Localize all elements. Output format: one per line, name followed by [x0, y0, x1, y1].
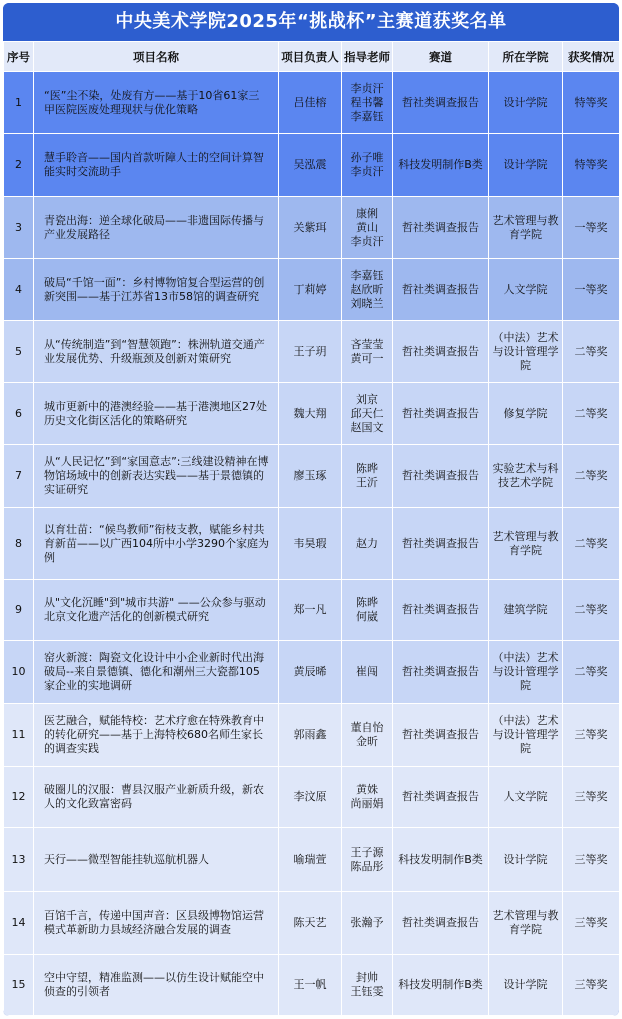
- cell-project-lead: 王一帆: [279, 955, 342, 1016]
- cell-award: 三等奖: [563, 828, 620, 892]
- cell-track: 哲社类调查报告: [393, 445, 489, 508]
- cell-award: 三等奖: [563, 892, 620, 955]
- cell-teachers: [342, 197, 393, 259]
- teacher-name: 程书馨: [350, 95, 384, 109]
- column-header-teachers: 指导老师: [342, 42, 393, 72]
- table-row: [4, 955, 620, 1016]
- teacher-name: 康俐: [356, 206, 378, 220]
- cell-school: 修复学院: [489, 383, 563, 445]
- cell-school: （中法）艺术与设计管理学院: [489, 321, 563, 383]
- cell-school: （中法）艺术与设计管理学院: [489, 704, 563, 767]
- cell-project-lead: 丁莉婷: [279, 259, 342, 321]
- cell-row-number: 13: [4, 828, 34, 892]
- cell-row-number: 5: [4, 321, 34, 383]
- cell-track: 哲社类调查报告: [393, 321, 489, 383]
- teacher-name: 吝莹莹: [350, 337, 384, 351]
- table-body: [4, 72, 620, 1016]
- cell-school: 人文学院: [489, 767, 563, 828]
- cell-track: 哲社类调查报告: [393, 508, 489, 580]
- cell-teachers: [342, 704, 393, 767]
- cell-school: 艺术管理与教育学院: [489, 508, 563, 580]
- teacher-name: 金昕: [356, 735, 378, 748]
- table-row: [4, 580, 620, 641]
- cell-school: 设计学院: [489, 955, 563, 1016]
- cell-track: 哲社类调查报告: [393, 383, 489, 445]
- cell-project-name: 天行——微型智能挂轨巡航机器人: [34, 828, 279, 892]
- cell-track: 哲社类调查报告: [393, 892, 489, 955]
- cell-project-lead: 魏大翔: [279, 383, 342, 445]
- column-header-track: 赛道: [393, 42, 489, 72]
- table-row: [4, 259, 620, 321]
- teacher-name: 赵欣昕: [350, 282, 384, 296]
- table-row: [4, 72, 620, 134]
- cell-track: 哲社类调查报告: [393, 580, 489, 641]
- cell-award: 二等奖: [563, 383, 620, 445]
- teacher-name: 陈品彤: [350, 859, 384, 873]
- cell-track: 哲社类调查报告: [393, 641, 489, 704]
- cell-project-lead: 陈天艺: [279, 892, 342, 955]
- cell-project-name: 破局“千馆一面”：乡村博物馆复合型运营的创新突围——基于江苏省13市58馆的调查研究: [34, 259, 279, 321]
- cell-project-name: 从“人民记忆”到“家国意志”:三线建设精神在博物馆场域中的创新表达实践——基于景德镇的实证研究: [34, 445, 279, 508]
- cell-row-number: 8: [4, 508, 34, 580]
- table-row: [4, 828, 620, 892]
- teacher-name: 邱天仁: [350, 406, 384, 420]
- cell-track: 科技发明制作B类: [393, 955, 489, 1016]
- cell-teachers: [342, 508, 393, 580]
- cell-school: （中法）艺术与设计管理学院: [489, 641, 563, 704]
- cell-track: 哲社类调查报告: [393, 259, 489, 321]
- cell-track: 哲社类调查报告: [393, 72, 489, 134]
- column-header-lead: 项目负责人: [279, 42, 342, 72]
- cell-project-lead: 李汶原: [279, 767, 342, 828]
- cell-teachers: [342, 828, 393, 892]
- cell-project-lead: 郑一凡: [279, 580, 342, 641]
- cell-row-number: 12: [4, 767, 34, 828]
- cell-project-name: 从“传统制造”到“智慧领跑”：株洲轨道交通产业发展优势、升级瓶颈及创新对策研究: [34, 321, 279, 383]
- cell-teachers: [342, 134, 393, 197]
- table-row: [4, 508, 620, 580]
- cell-school: 设计学院: [489, 72, 563, 134]
- page-title: 中央美术学院2025年“挑战杯”主赛道获奖名单: [3, 3, 619, 41]
- cell-award: 一等奖: [563, 197, 620, 259]
- cell-track: 哲社类调查报告: [393, 704, 489, 767]
- cell-school: 设计学院: [489, 134, 563, 197]
- cell-project-lead: 吕佳榕: [279, 72, 342, 134]
- teacher-name: 王子源: [350, 845, 384, 859]
- cell-project-name: 空中守望，精准监测——以仿生设计赋能空中侦查的引领者: [34, 955, 279, 1016]
- cell-track: 科技发明制作B类: [393, 134, 489, 197]
- cell-teachers: [342, 955, 393, 1016]
- cell-project-lead: 韦昊瑕: [279, 508, 342, 580]
- table-row: [4, 892, 620, 955]
- teacher-name: 李贞汗: [350, 234, 384, 248]
- teacher-name: 赵国文: [350, 420, 384, 434]
- cell-award: 二等奖: [563, 445, 620, 508]
- cell-project-name: 慧手聆音——国内首款听障人士的空间计算智能实时交流助手: [34, 134, 279, 197]
- teacher-name: 董自怡: [350, 721, 384, 734]
- cell-project-lead: 吴泓震: [279, 134, 342, 197]
- cell-project-name: “医”尘不染，处废有方——基于10省61家三甲医院医废处理现状与优化策略: [34, 72, 279, 134]
- cell-school: 艺术管理与教育学院: [489, 197, 563, 259]
- cell-award: 三等奖: [563, 767, 620, 828]
- table-row: [4, 321, 620, 383]
- cell-teachers: [342, 383, 393, 445]
- table-row: [4, 134, 620, 197]
- cell-project-name: 医艺融合，赋能特校：艺术疗愈在特殊教育中的转化研究——基于上海特校680名师生家长的调查实践: [34, 704, 279, 767]
- cell-track: 科技发明制作B类: [393, 828, 489, 892]
- teacher-name: 陈晔: [356, 596, 378, 609]
- teacher-name: 王沂: [356, 476, 378, 489]
- cell-teachers: [342, 259, 393, 321]
- cell-teachers: [342, 641, 393, 704]
- teacher-name: 王钰雯: [350, 985, 384, 998]
- teacher-name: 李嘉钰: [350, 109, 384, 123]
- cell-project-lead: 关紫珥: [279, 197, 342, 259]
- table-header-row: [4, 42, 620, 72]
- cell-row-number: 2: [4, 134, 34, 197]
- award-list-card: [3, 3, 619, 1016]
- cell-project-lead: 喻瑞萱: [279, 828, 342, 892]
- cell-project-lead: 王子玥: [279, 321, 342, 383]
- cell-teachers: [342, 767, 393, 828]
- cell-school: 设计学院: [489, 828, 563, 892]
- teacher-name: 陈晔: [356, 462, 378, 475]
- cell-project-name: 从"文化沉睡"到"城市共游" ——公众参与驱动北京文化遗产活化的创新模式研究: [34, 580, 279, 641]
- cell-project-name: 青瓷出海：逆全球化破局——非遗国际传播与产业发展路径: [34, 197, 279, 259]
- teacher-name: 李贞汗: [350, 81, 384, 95]
- column-header-no: 序号: [4, 42, 34, 72]
- cell-award: 特等奖: [563, 134, 620, 197]
- cell-project-name: 窑火新渡：陶瓷文化设计中小企业新时代出海破局--来自景德镇、德化和潮州三大瓷都105家企业的实地调研: [34, 641, 279, 704]
- teacher-name: 刘京: [356, 392, 378, 406]
- column-header-award: 获奖情况: [563, 42, 620, 72]
- table-row: [4, 197, 620, 259]
- cell-award: 二等奖: [563, 321, 620, 383]
- cell-row-number: 9: [4, 580, 34, 641]
- cell-school: 建筑学院: [489, 580, 563, 641]
- cell-teachers: [342, 445, 393, 508]
- cell-project-lead: 黄辰晞: [279, 641, 342, 704]
- teacher-name: 张瀚予: [350, 916, 384, 929]
- teacher-name: 赵力: [356, 536, 378, 550]
- cell-row-number: 11: [4, 704, 34, 767]
- cell-row-number: 3: [4, 197, 34, 259]
- teacher-name: 黄可一: [350, 351, 384, 365]
- cell-track: 哲社类调查报告: [393, 197, 489, 259]
- cell-project-name: 百馆千言，传递中国声音：区县级博物馆运营模式革新助力县域经济融合发展的调查: [34, 892, 279, 955]
- cell-teachers: [342, 321, 393, 383]
- cell-row-number: 7: [4, 445, 34, 508]
- cell-award: 二等奖: [563, 641, 620, 704]
- table-row: [4, 704, 620, 767]
- teacher-name: 崔闯: [356, 665, 378, 678]
- table-row: [4, 641, 620, 704]
- cell-track: 哲社类调查报告: [393, 767, 489, 828]
- table-row: [4, 445, 620, 508]
- teacher-name: 孙子唯: [350, 151, 384, 164]
- table-row: [4, 383, 620, 445]
- cell-award: 二等奖: [563, 580, 620, 641]
- cell-award: 三等奖: [563, 704, 620, 767]
- cell-school: 实验艺术与科技艺术学院: [489, 445, 563, 508]
- cell-row-number: 15: [4, 955, 34, 1016]
- cell-row-number: 4: [4, 259, 34, 321]
- cell-row-number: 10: [4, 641, 34, 704]
- teacher-name: 黄姝: [356, 783, 378, 796]
- cell-school: 艺术管理与教育学院: [489, 892, 563, 955]
- cell-award: 特等奖: [563, 72, 620, 134]
- column-header-school: 所在学院: [489, 42, 563, 72]
- cell-project-name: 城市更新中的港澳经验——基于港澳地区27处历史文化街区活化的策略研究: [34, 383, 279, 445]
- teacher-name: 封帅: [356, 971, 378, 984]
- cell-project-name: 破圈儿的汉服：曹县汉服产业新质升级，新农人的文化致富密码: [34, 767, 279, 828]
- teacher-name: 何崴: [356, 610, 378, 623]
- teacher-name: 刘晓兰: [350, 296, 384, 310]
- table-row: [4, 767, 620, 828]
- cell-row-number: 14: [4, 892, 34, 955]
- teacher-name: 李贞汗: [350, 165, 384, 178]
- cell-row-number: 1: [4, 72, 34, 134]
- cell-project-lead: 廖玉琢: [279, 445, 342, 508]
- cell-teachers: [342, 892, 393, 955]
- cell-teachers: [342, 72, 393, 134]
- cell-row-number: 6: [4, 383, 34, 445]
- cell-award: 三等奖: [563, 955, 620, 1016]
- cell-project-lead: 郭雨鑫: [279, 704, 342, 767]
- cell-award: 二等奖: [563, 508, 620, 580]
- teacher-name: 黄山: [356, 220, 378, 234]
- cell-award: 一等奖: [563, 259, 620, 321]
- award-table: [3, 41, 619, 1016]
- column-header-project: 项目名称: [34, 42, 279, 72]
- cell-teachers: [342, 580, 393, 641]
- teacher-name: 李嘉钰: [350, 268, 384, 282]
- cell-project-name: 以育壮苗：“候鸟教师”衔枝支教，赋能乡村共育新苗——以广西104所中小学3290个家庭为例: [34, 508, 279, 580]
- cell-school: 人文学院: [489, 259, 563, 321]
- teacher-name: 尚丽娟: [350, 797, 384, 810]
